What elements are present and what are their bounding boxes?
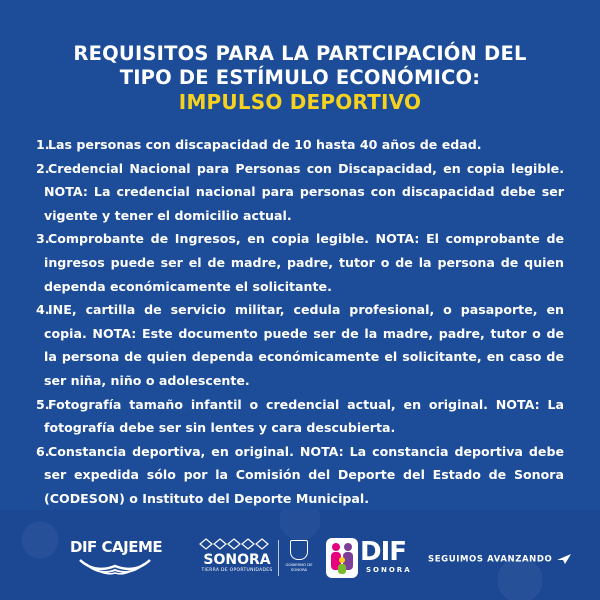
list-item: 4.INE, cartilla de servicio militar, cedula profesional, o pasaporte, en copia. NOTA: Este documento puede ser de la madre, padre, tutor o de la persona de quien dependa económicamente el solicitante, en caso de ser niña, niño o adolescente. [36, 302, 564, 388]
item-text: Fotografía tamaño infantil o credencial actual, en original. NOTA: La fotografía debe ser sin lentes y cara descubierta. [44, 396, 564, 436]
hands-icon [70, 556, 160, 576]
sonora-tagline: TIERRA DE OPORTUNIDADES [201, 568, 273, 573]
slogan [428, 553, 572, 565]
coat-of-arms-icon [290, 540, 308, 560]
item-text: Comprobante de Ingresos, en copia legible. NOTA: El comprobante de ingresos puede ser el de madre, padre, tutor o de la persona de quien dependa económicamente el solicitante. [44, 231, 564, 294]
list-item: 3.Comprobante de Ingresos, en copia legible. NOTA: El comprobante de ingresos puede ser el de madre, padre, tutor o de la persona de quien dependa económicamente el solicitante. [36, 231, 564, 294]
dif-sonora-logo [326, 538, 420, 580]
title-line-2: TIPO DE ESTÍMULO ECONÓMICO: [119, 66, 481, 89]
item-text: Las personas con discapacidad de 10 hasta 40 años de edad. [48, 137, 482, 152]
sonora-logo [198, 538, 276, 578]
item-text: INE, cartilla de servicio militar, cedula profesional, o pasaporte, en copia. NOTA: Este documento puede ser de la madre, padre, tutor o de la persona de quien dependa económicamente el solicitante, en caso de ser niña, niño o adolescente. [44, 302, 564, 388]
list-item: 5.Fotografía tamaño infantil o credencial actual, en original. NOTA: La fotografía debe ser sin lentes y cara descubierta. [36, 396, 564, 436]
paper-plane-icon [556, 553, 572, 565]
diamond-pattern-icon [198, 538, 276, 550]
item-text: Credencial Nacional para Personas con Discapacidad, en copia legible. NOTA: La credencial nacional para personas con discapacidad debe ser vigente y tener el domicilio actual. [44, 160, 564, 223]
page-title [0, 42, 600, 114]
list-item: 1.Las personas con discapacidad de 10 hasta 40 años de edad. [36, 137, 482, 152]
title-highlight: IMPULSO DEPORTIVO [178, 90, 422, 114]
requirements-list [36, 133, 564, 511]
slogan-text: SEGUIMOS AVANZANDO [428, 554, 553, 565]
list-item: 6.Constancia deportiva, en original. NOTA: La constancia deportiva debe ser expedida sólo por la Comisión del Deporte del Estado de Sonora (CODESON) o Instituto del Deporte Municipal. [36, 443, 564, 506]
dif-text: DIF [360, 537, 407, 567]
gobierno-text: GOBIERNO DE SONORA [285, 562, 313, 572]
family-icon [326, 538, 358, 578]
sonora-text: SONORA [203, 552, 271, 568]
dif-cajeme-text: DIF CAJEME [70, 538, 163, 556]
gobierno-sonora-logo [285, 540, 313, 576]
logo-divider [278, 540, 279, 576]
item-text: Constancia deportiva, en original. NOTA: La constancia deportiva debe ser expedida sólo por la Comisión del Deporte del Estado de Sonora (CODESON) o Instituto del Deporte Municipal. [44, 443, 564, 506]
dif-cajeme-logo [70, 538, 163, 578]
list-item: 2.Credencial Nacional para Personas con Discapacidad, en copia legible. NOTA: La credencial nacional para personas con discapacidad debe ser vigente y tener el domicilio actual. [36, 160, 564, 223]
title-line-1: REQUISITOS PARA LA PARTCIPACIÓN DEL [73, 42, 527, 65]
dif-subtext: SONORA [366, 566, 412, 574]
